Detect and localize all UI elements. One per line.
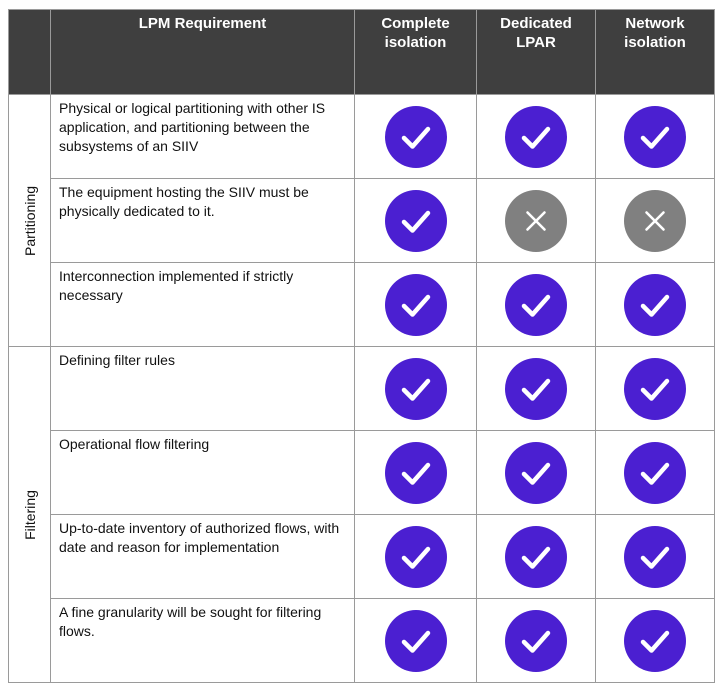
requirement-text: Defining filter rules: [51, 347, 355, 431]
status-cell: [355, 599, 477, 683]
check-icon: [624, 610, 686, 672]
check-icon: [385, 190, 447, 252]
status-cell: [477, 179, 596, 263]
table-row: [9, 179, 715, 263]
header-complete-isolation: [355, 10, 477, 95]
status-cell: [355, 263, 477, 347]
status-cell: [355, 179, 477, 263]
cross-icon: [505, 190, 567, 252]
check-icon: [385, 610, 447, 672]
status-cell: [355, 347, 477, 431]
status-cell: [596, 263, 715, 347]
header-line: LPAR: [516, 34, 556, 51]
table-row: [9, 431, 715, 515]
check-icon: [624, 526, 686, 588]
cross-icon: [624, 190, 686, 252]
status-cell: [596, 515, 715, 599]
header-line: Dedicated: [500, 15, 572, 32]
header-line: LPM Requirement: [138, 15, 267, 32]
status-cell: [477, 263, 596, 347]
check-icon: [505, 526, 567, 588]
table-row: [9, 263, 715, 347]
check-icon: [385, 526, 447, 588]
check-icon: [385, 274, 447, 336]
header-dedicated-lpar: [477, 10, 596, 95]
requirement-text: Physical or logical partitioning with other IS application, and partitioning between the subsystems of an SIIV: [51, 95, 355, 179]
group-label-cell: [9, 347, 51, 683]
check-icon: [624, 442, 686, 504]
status-cell: [477, 95, 596, 179]
requirement-text: The equipment hosting the SIIV must be physically dedicated to it.: [51, 179, 355, 263]
table-body: [9, 95, 715, 683]
header-line: Network: [625, 15, 685, 32]
table-row: [9, 515, 715, 599]
status-cell: [355, 431, 477, 515]
check-icon: [505, 358, 567, 420]
group-label: Filtering: [21, 489, 38, 540]
requirement-text: Interconnection implemented if strictly necessary: [51, 263, 355, 347]
table-row: [9, 95, 715, 179]
check-icon: [385, 442, 447, 504]
header-line: isolation: [384, 34, 447, 51]
check-icon: [385, 106, 447, 168]
table-row: [9, 347, 715, 431]
status-cell: [477, 347, 596, 431]
table-row: [9, 599, 715, 683]
header-corner: [9, 10, 51, 95]
check-icon: [624, 358, 686, 420]
requirement-text: Up-to-date inventory of authorized flows, with date and reason for implementation: [51, 515, 355, 599]
check-icon: [624, 106, 686, 168]
status-cell: [355, 95, 477, 179]
status-cell: [596, 95, 715, 179]
group-label-cell: [9, 95, 51, 347]
header-line: Complete: [381, 15, 450, 32]
header-network-isolation: [596, 10, 715, 95]
check-icon: [385, 358, 447, 420]
status-cell: [596, 599, 715, 683]
header-line: isolation: [624, 34, 686, 51]
header-lpm-requirement: [51, 10, 355, 95]
requirement-text: A fine granularity will be sought for filtering flows.: [51, 599, 355, 683]
status-cell: [355, 515, 477, 599]
group-label: Partitioning: [21, 185, 38, 256]
status-cell: [477, 599, 596, 683]
status-cell: [596, 431, 715, 515]
check-icon: [624, 274, 686, 336]
status-cell: [477, 431, 596, 515]
lpm-requirements-table: [8, 9, 715, 683]
header-row: [9, 10, 715, 95]
check-icon: [505, 442, 567, 504]
status-cell: [596, 179, 715, 263]
check-icon: [505, 610, 567, 672]
status-cell: [596, 347, 715, 431]
status-cell: [477, 515, 596, 599]
check-icon: [505, 106, 567, 168]
requirement-text: Operational flow filtering: [51, 431, 355, 515]
check-icon: [505, 274, 567, 336]
